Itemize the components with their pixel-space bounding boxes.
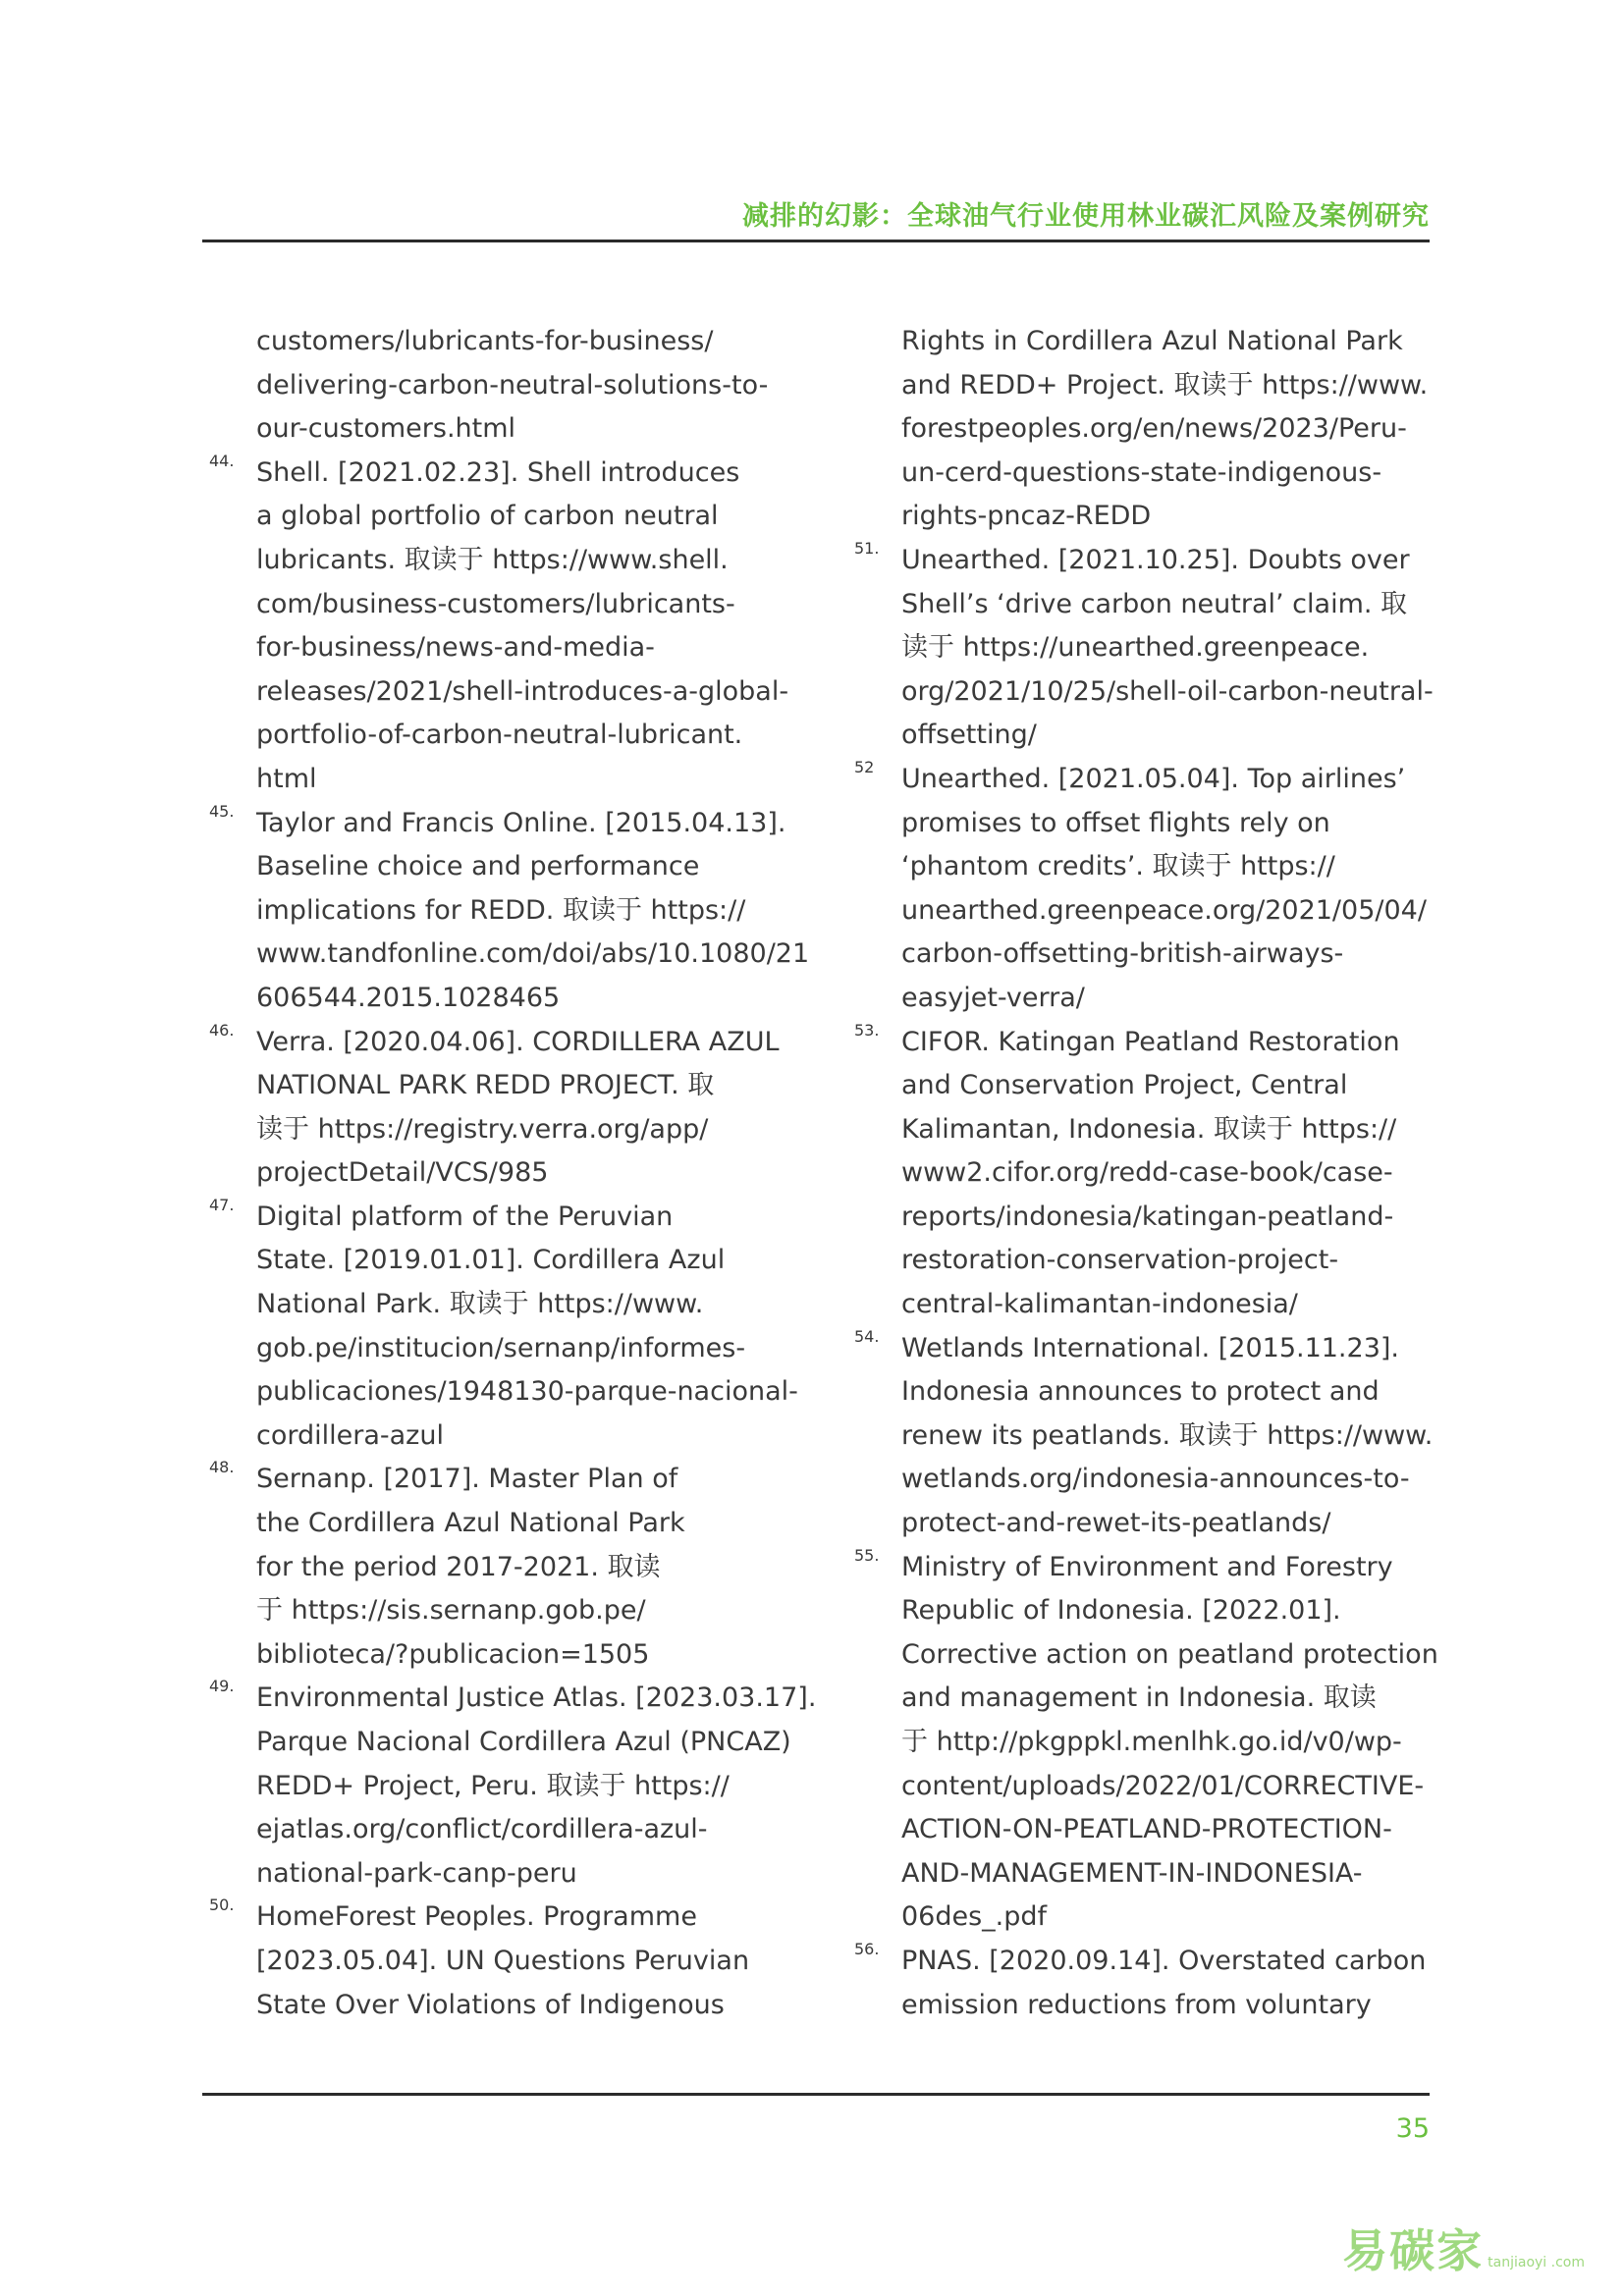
reference-text-line: com/business-customers/lubricants- [256, 588, 735, 619]
reference-number: 53. [854, 1020, 880, 1040]
reference-item [209, 452, 818, 802]
watermark-domain: tanjiaoyi .com [1488, 2255, 1585, 2270]
reference-text-line: Ministry of Environment and Forestry [901, 1551, 1393, 1582]
page-number: 35 [1395, 2113, 1430, 2144]
reference-text-line: ejatlas.org/conflict/cordillera-azul- [256, 1814, 708, 1845]
reference-number: 56. [854, 1939, 880, 1958]
reference-text-line: CIFOR. Katingan Peatland Restoration [901, 1026, 1400, 1057]
reference-number: 47. [209, 1195, 235, 1214]
reference-text-line: Shell’s ‘drive carbon neutral’ claim. 取 [901, 588, 1408, 619]
reference-text-line: content/uploads/2022/01/CORRECTIVE- [901, 1770, 1425, 1801]
reference-text-line: Environmental Justice Atlas. [2023.03.17]. [256, 1682, 817, 1714]
reference-number: 45. [209, 801, 235, 821]
reference-text-line: www2.cifor.org/redd-case-book/case- [901, 1157, 1393, 1189]
reference-number: 54. [854, 1326, 880, 1346]
reference-text-line: Baseline choice and performance [256, 851, 700, 882]
reference-text-line: 06des_.pdf [901, 1901, 1048, 1933]
reference-item [854, 320, 1463, 539]
reference-item [854, 1327, 1463, 1546]
reference-text-line: our-customers.html [256, 413, 516, 445]
reference-text-line: biblioteca/?publicacion=1505 [256, 1638, 650, 1670]
references-left-column [209, 320, 818, 2027]
reference-text-line: cordillera-azul [256, 1419, 444, 1451]
reference-text-line: for the period 2017-2021. 取读 [256, 1551, 661, 1582]
reference-text-line: un-cerd-questions-state-indigenous- [901, 456, 1382, 488]
reference-text-line: national-park-canp-peru [256, 1857, 577, 1889]
reference-item [854, 1546, 1463, 1940]
reference-item [209, 1458, 818, 1677]
reference-item [854, 758, 1463, 1021]
reference-text-line: Indonesia announces to protect and [901, 1376, 1380, 1408]
reference-text-line: emission reductions from voluntary [901, 1989, 1372, 2020]
reference-text-line: a global portfolio of carbon neutral [256, 501, 719, 532]
reference-text-line: Verra. [2020.04.06]. CORDILLERA AZUL [256, 1026, 780, 1057]
reference-text-line: Shell. [2021.02.23]. Shell introduces [256, 456, 740, 488]
reference-number: 50. [209, 1896, 235, 1915]
reference-text-line: Sernanp. [2017]. Master Plan of [256, 1464, 678, 1495]
header-rule [202, 240, 1430, 242]
reference-item [854, 1021, 1463, 1327]
footer-rule [202, 2093, 1430, 2096]
reference-text-line: easyjet-verra/ [901, 982, 1085, 1013]
reference-number: 52 [854, 757, 875, 776]
reference-text-line: renew its peatlands. 取读于 https://www. [901, 1419, 1434, 1451]
reference-text-line: rights-pncaz-REDD [901, 501, 1152, 532]
running-header-title: 减排的幻影：全球油气行业使用林业碳汇风险及案例研究 [742, 201, 1430, 232]
reference-number: 48. [209, 1458, 235, 1477]
reference-number: 51. [854, 538, 880, 558]
reference-text-line: publicaciones/1948130-parque-nacional- [256, 1376, 798, 1408]
reference-item [209, 802, 818, 1021]
reference-text-line: the Cordillera Azul National Park [256, 1508, 685, 1539]
reference-item [854, 1940, 1463, 2027]
reference-text-line: lubricants. 取读于 https://www.shell. [256, 544, 729, 575]
reference-text-line: Parque Nacional Cordillera Azul (PNCAZ) [256, 1727, 791, 1757]
reference-text-line: html [256, 763, 317, 794]
reference-text-line: [2023.05.04]. UN Questions Peruvian [256, 1945, 750, 1976]
reference-text-line: carbon-offsetting-british-airways- [901, 938, 1344, 970]
reference-text-line: central-kalimantan-indonesia/ [901, 1289, 1298, 1320]
reference-item [209, 1196, 818, 1459]
reference-text-line: Unearthed. [2021.05.04]. Top airlines’ [901, 763, 1406, 794]
reference-text-line: Digital platform of the Peruvian [256, 1201, 674, 1232]
reference-number: 55. [854, 1545, 880, 1565]
reference-text-line: ‘phantom credits’. 取读于 https:// [901, 851, 1335, 882]
reference-text-line: and management in Indonesia. 取读 [901, 1682, 1377, 1714]
reference-text-line: National Park. 取读于 https://www. [256, 1289, 704, 1320]
reference-text-line: forestpeoples.org/en/news/2023/Peru- [901, 413, 1407, 445]
reference-text-line: for-business/news-and-media- [256, 632, 655, 664]
reference-text-line: unearthed.greenpeace.org/2021/05/04/ [901, 894, 1427, 926]
reference-text-line: gob.pe/institucion/sernanp/informes- [256, 1332, 746, 1363]
reference-text-line: AND-MANAGEMENT-IN-INDONESIA- [901, 1857, 1363, 1889]
reference-text-line: offsetting/ [901, 720, 1037, 751]
reference-text-line: Taylor and Francis Online. [2015.04.13]. [256, 807, 786, 838]
reference-text-line: releases/2021/shell-introduces-a-global- [256, 675, 789, 707]
reference-text-line: and Conservation Project, Central [901, 1070, 1348, 1101]
reference-text-line: projectDetail/VCS/985 [256, 1157, 549, 1189]
reference-item [209, 320, 818, 452]
reference-text-line: State Over Violations of Indigenous [256, 1989, 725, 2020]
reference-text-line: REDD+ Project, Peru. 取读于 https:// [256, 1770, 730, 1801]
reference-text-line: Unearthed. [2021.10.25]. Doubts over [901, 544, 1410, 575]
reference-text-line: ACTION-ON-PEATLAND-PROTECTION- [901, 1814, 1392, 1845]
reference-number: 44. [209, 451, 235, 470]
reference-item [209, 1677, 818, 1896]
watermark-text: 易碳家 [1342, 2224, 1485, 2277]
reference-text-line: 606544.2015.1028465 [256, 982, 561, 1013]
reference-text-line: Republic of Indonesia. [2022.01]. [901, 1595, 1341, 1627]
reference-number: 49. [209, 1677, 235, 1696]
reference-text-line: 读于 https://unearthed.greenpeace. [901, 632, 1370, 664]
reference-text-line: PNAS. [2020.09.14]. Overstated carbon [901, 1945, 1427, 1976]
reference-text-line: reports/indonesia/katingan-peatland- [901, 1201, 1394, 1232]
reference-text-line: promises to offset flights rely on [901, 807, 1330, 838]
reference-text-line: restoration-conservation-project- [901, 1245, 1339, 1276]
reference-number: 46. [209, 1020, 235, 1040]
references-right-column [854, 320, 1463, 2027]
reference-item [209, 1021, 818, 1196]
reference-text-line: NATIONAL PARK REDD PROJECT. 取 [256, 1070, 715, 1101]
reference-text-line: State. [2019.01.01]. Cordillera Azul [256, 1245, 726, 1276]
reference-item [854, 539, 1463, 758]
reference-text-line: HomeForest Peoples. Programme [256, 1901, 697, 1933]
reference-text-line: Kalimantan, Indonesia. 取读于 https:// [901, 1113, 1397, 1145]
reference-text-line: Rights in Cordillera Azul National Park [901, 326, 1403, 356]
reference-text-line: 读于 https://registry.verra.org/app/ [256, 1113, 709, 1145]
reference-item [209, 1896, 818, 2027]
reference-text-line: portfolio-of-carbon-neutral-lubricant. [256, 720, 743, 751]
reference-text-line: www.tandfonline.com/doi/abs/10.1080/21 [256, 938, 810, 970]
watermark-logo [1342, 2216, 1585, 2280]
reference-text-line: delivering-carbon-neutral-solutions-to- [256, 369, 769, 400]
reference-text-line: protect-and-rewet-its-peatlands/ [901, 1508, 1331, 1539]
reference-text-line: customers/lubricants-for-business/ [256, 326, 714, 356]
reference-text-line: org/2021/10/25/shell-oil-carbon-neutral- [901, 675, 1434, 707]
reference-text-line: wetlands.org/indonesia-announces-to- [901, 1464, 1410, 1495]
reference-text-line: Wetlands International. [2015.11.23]. [901, 1332, 1399, 1363]
reference-text-line: 于 https://sis.sernanp.gob.pe/ [256, 1595, 646, 1627]
reference-text-line: 于 http://pkgppkl.menlhk.go.id/v0/wp- [901, 1727, 1402, 1757]
reference-text-line: Corrective action on peatland protection [901, 1638, 1438, 1670]
reference-text-line: and REDD+ Project. 取读于 https://www. [901, 369, 1429, 400]
reference-text-line: implications for REDD. 取读于 https:// [256, 894, 746, 926]
